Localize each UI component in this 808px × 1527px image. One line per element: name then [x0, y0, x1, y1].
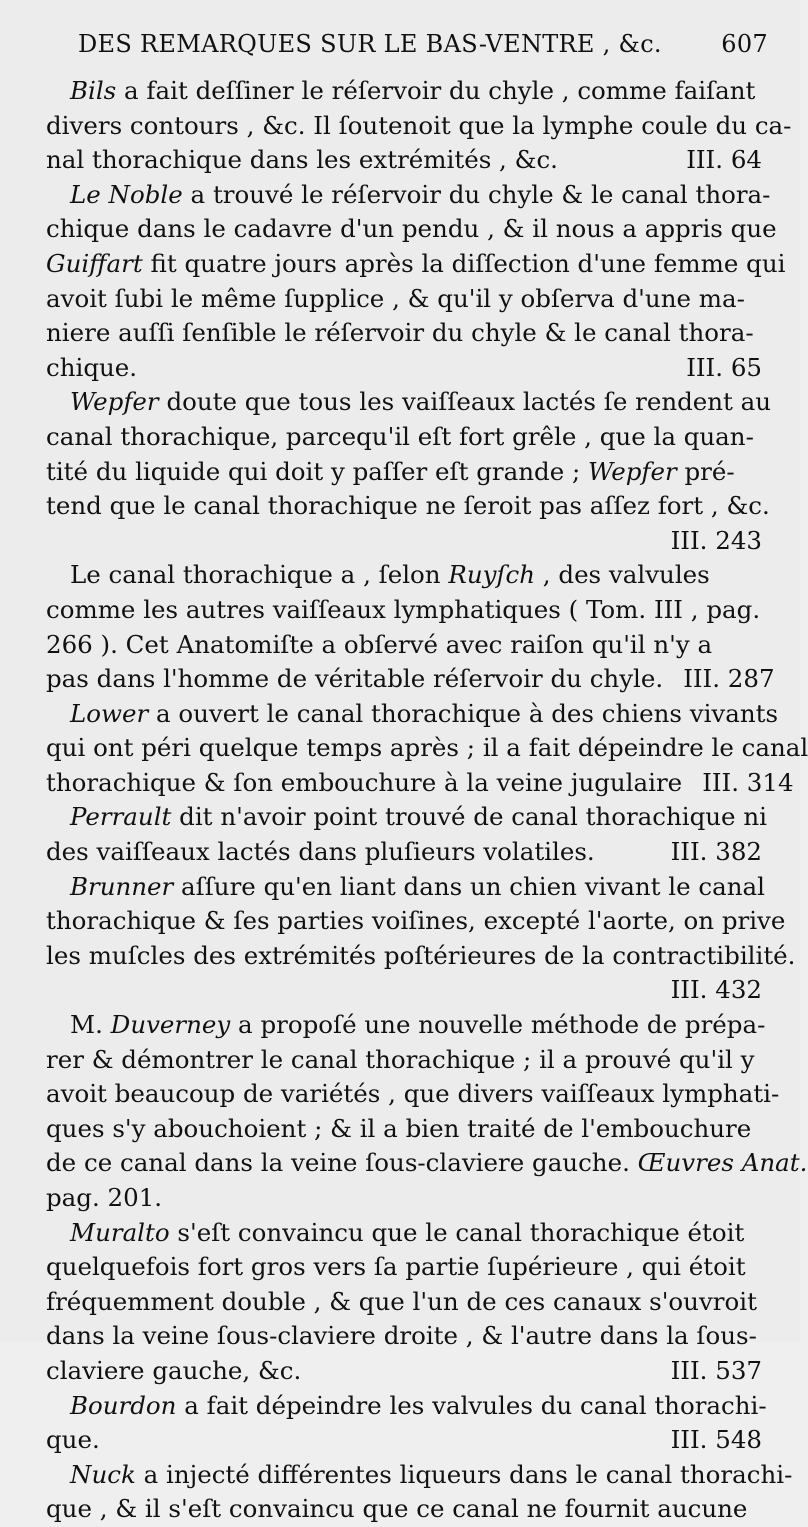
text-line — [46, 1008, 766, 1043]
text-segment: thorachique & ſes parties voiſines, excepté l'aorte, on prive — [46, 906, 786, 936]
italic-name: Brunner — [70, 871, 174, 901]
text-segment: canal thorachique, parcequ'il eſt fort grêle , que la quan- — [46, 421, 754, 451]
text-line — [46, 835, 762, 870]
italic-name: Bils — [70, 76, 117, 105]
text-line — [46, 1146, 808, 1181]
text-segment: a trouvé le réſervoir du chyle & le canal thora- — [182, 179, 771, 209]
text-line — [46, 731, 808, 766]
text-line — [46, 385, 772, 420]
line-text — [46, 316, 754, 351]
line-text — [46, 247, 785, 282]
text-line — [46, 489, 770, 524]
text-line — [46, 870, 765, 905]
italic-name: Lower — [70, 698, 149, 728]
italic-name: Bourdon — [70, 1390, 177, 1420]
text-segment: ques s'y abouchoient ; & il a bien traité de l'embouchure — [46, 1113, 752, 1143]
text-segment: tend que le canal thorachique ne ſeroit pas aſſez fort , &c. — [46, 491, 770, 521]
volume-reference: III. 65 — [686, 352, 762, 382]
line-text — [46, 1319, 757, 1354]
text-line — [46, 420, 762, 455]
text-segment: quelquefois fort gros vers ſa partie ſupérieure , qui étoit — [46, 1252, 746, 1282]
italic-name: Wepfer — [588, 456, 677, 486]
line-text — [70, 1216, 744, 1251]
line-text — [46, 662, 663, 697]
italic-name: Duverney — [110, 1010, 231, 1040]
text-segment: des vaiſſeaux lactés dans pluſieurs volatiles. — [46, 837, 595, 867]
text-segment: pag. 201. — [46, 1183, 163, 1212]
text-segment: comme les autres vaiſſeaux lymphatiques ( Tom. III , pag. — [46, 594, 761, 624]
text-segment: M. — [70, 1010, 111, 1040]
line-text — [46, 282, 745, 317]
text-line — [46, 74, 762, 109]
text-line — [46, 558, 762, 593]
text-segment: que. — [46, 1425, 100, 1455]
text-segment: Le canal thorachique a , ſelon — [70, 560, 449, 590]
text-line — [46, 1216, 762, 1251]
text-line — [46, 524, 762, 559]
line-text — [46, 593, 760, 628]
text-segment: nal thorachique dans les extrémités , &c. — [46, 145, 558, 175]
line-text — [46, 904, 785, 939]
text-segment: tité du liquide qui doit y paſſer eſt grande ; — [46, 456, 589, 486]
italic-name: Œuvres Anat. — [637, 1148, 808, 1178]
text-segment: , des valvules — [535, 560, 710, 590]
line-text — [46, 1146, 807, 1181]
line-text — [46, 420, 754, 455]
text-line — [46, 1389, 767, 1424]
line-text — [46, 766, 682, 801]
text-segment: avoit beaucoup de variétés , que divers vaiſſeaux lymphati- — [46, 1079, 780, 1109]
text-segment: que , & il s'eſt convaincu que ce canal ne fournit aucune — [46, 1494, 748, 1524]
text-line — [46, 1423, 762, 1458]
text-segment: qui ont péri quelque temps après ; il a fait dépeindre le canal — [46, 733, 808, 763]
line-text — [46, 1043, 755, 1078]
text-line — [46, 1354, 762, 1389]
line-text — [70, 385, 771, 420]
line-text — [46, 489, 770, 524]
text-segment: pas dans l'homme de véritable réſervoir du chyle. — [46, 664, 664, 694]
line-text — [46, 455, 735, 490]
text-line — [46, 1077, 780, 1112]
text-line — [46, 1492, 762, 1527]
line-text — [70, 558, 710, 593]
volume-reference: III. 243 — [670, 525, 762, 555]
line-text — [46, 731, 808, 766]
text-line — [46, 143, 762, 178]
line-text — [46, 1181, 162, 1216]
text-line — [46, 697, 779, 732]
volume-reference: III. 537 — [670, 1355, 762, 1385]
text-segment: a fait dépeindre les valvules du canal thorachi- — [176, 1390, 767, 1420]
text-line — [46, 939, 796, 974]
text-segment: s'eſt convaincu que le canal thorachique étoit — [169, 1217, 745, 1247]
text-line — [46, 455, 762, 490]
text-line — [46, 1250, 762, 1285]
text-segment: divers contours , &c. Il ſoutenoit que la lymphe coule du ca- — [46, 110, 792, 140]
page-number: 607 — [721, 30, 768, 58]
volume-reference: III. 64 — [686, 145, 762, 175]
line-text — [46, 351, 137, 386]
page-body — [46, 74, 808, 1527]
running-header — [78, 30, 768, 58]
text-segment: thorachique & ſon embouchure à la veine jugulaire — [46, 767, 683, 797]
italic-name: Perrault — [70, 802, 172, 832]
text-line — [46, 800, 767, 835]
text-line — [46, 351, 762, 386]
text-segment: de ce canal dans la veine ſous-claviere gauche. — [46, 1148, 638, 1178]
text-segment: les muſcles des extrémités poſtérieures de la contractibilité. — [46, 940, 796, 970]
text-line — [46, 628, 762, 663]
line-text — [46, 143, 558, 178]
text-line — [46, 1319, 762, 1354]
text-line — [46, 212, 777, 247]
line-text — [70, 870, 765, 905]
line-text — [46, 1354, 301, 1389]
volume-reference: III. 432 — [670, 975, 762, 1005]
text-segment: doute que tous les vaiſſeaux lactés ſe rendent au — [158, 387, 772, 417]
text-line — [46, 593, 762, 628]
italic-name: Le Noble — [70, 179, 183, 209]
text-segment: dit n'avoir point trouvé de canal thorachique ni — [171, 802, 767, 832]
text-segment: a injecté différentes liqueurs dans le canal thorachi- — [135, 1459, 793, 1489]
line-text — [46, 628, 712, 663]
line-text — [70, 178, 770, 213]
text-segment: aſſure qu'en liant dans un chien vivant le canal — [173, 871, 765, 901]
text-segment: avoit ſubi le même ſupplice , & qu'il y obſerva d'une ma- — [46, 283, 745, 313]
line-text — [46, 1077, 779, 1112]
text-segment: dans la veine ſous-claviere droite , & l'autre dans la ſous- — [46, 1321, 757, 1351]
line-text — [46, 939, 795, 974]
text-line — [46, 316, 762, 351]
text-line — [46, 1458, 793, 1493]
text-line — [46, 178, 771, 213]
volume-reference: III. 314 — [702, 767, 794, 797]
text-line — [46, 766, 794, 801]
text-line — [46, 1112, 762, 1147]
line-text — [46, 1250, 746, 1285]
line-text — [70, 1458, 792, 1493]
volume-reference: III. 287 — [683, 664, 775, 694]
line-text — [46, 212, 777, 247]
line-text — [46, 835, 595, 870]
line-text — [46, 1423, 100, 1458]
text-segment: pré- — [676, 456, 735, 486]
text-segment: a fait deſſiner le réſervoir du chyle , comme faiſant — [116, 76, 756, 105]
text-line — [46, 973, 762, 1008]
text-segment: niere auſſi ſenſible le réſervoir du chyle & le canal thora- — [46, 318, 754, 348]
text-line — [46, 662, 775, 697]
text-segment: 266 ). Cet Anatomiſte a obſervé avec raiſon qu'il n'y a — [46, 629, 713, 659]
line-text — [70, 800, 767, 835]
line-text — [70, 1389, 767, 1424]
text-line — [46, 247, 786, 282]
text-segment: a ouvert le canal thorachique à des chiens vivants — [148, 698, 779, 728]
italic-name: Muralto — [70, 1217, 170, 1247]
text-segment: chique dans le cadavre d'un pendu , & il nous a appris que — [46, 214, 777, 244]
italic-name: Nuck — [70, 1459, 136, 1489]
text-segment: fit quatre jours après la diſſection d'une femme qui — [142, 248, 786, 278]
line-text — [46, 1492, 747, 1527]
text-segment: fréquemment double , & que l'un de ces canaux s'ouvroit — [46, 1286, 757, 1316]
text-line — [46, 1285, 762, 1320]
text-line — [46, 109, 792, 144]
line-text — [46, 109, 791, 144]
volume-reference: III. 548 — [670, 1425, 762, 1455]
line-text — [70, 697, 778, 732]
line-text — [46, 1112, 751, 1147]
running-title: DES REMARQUES SUR LE BAS-VENTRE , &c. — [78, 30, 662, 58]
text-line — [46, 282, 762, 317]
italic-name: Ruyſch — [448, 560, 536, 590]
line-text — [46, 1285, 757, 1320]
italic-name: Wepfer — [70, 387, 159, 417]
text-line — [46, 1043, 762, 1078]
text-segment: rer & démontrer le canal thorachique ; il a prouvé qu'il y — [46, 1044, 755, 1074]
volume-reference: III. 382 — [670, 837, 762, 867]
text-segment: claviere gauche, &c. — [46, 1355, 302, 1385]
text-line — [46, 904, 786, 939]
line-text — [70, 1008, 765, 1043]
text-segment: chique. — [46, 352, 138, 382]
italic-name: Guiffart — [46, 248, 143, 278]
text-line — [46, 1181, 762, 1216]
text-segment: a propoſé une nouvelle méthode de prépa- — [230, 1010, 766, 1040]
line-text — [70, 74, 755, 109]
